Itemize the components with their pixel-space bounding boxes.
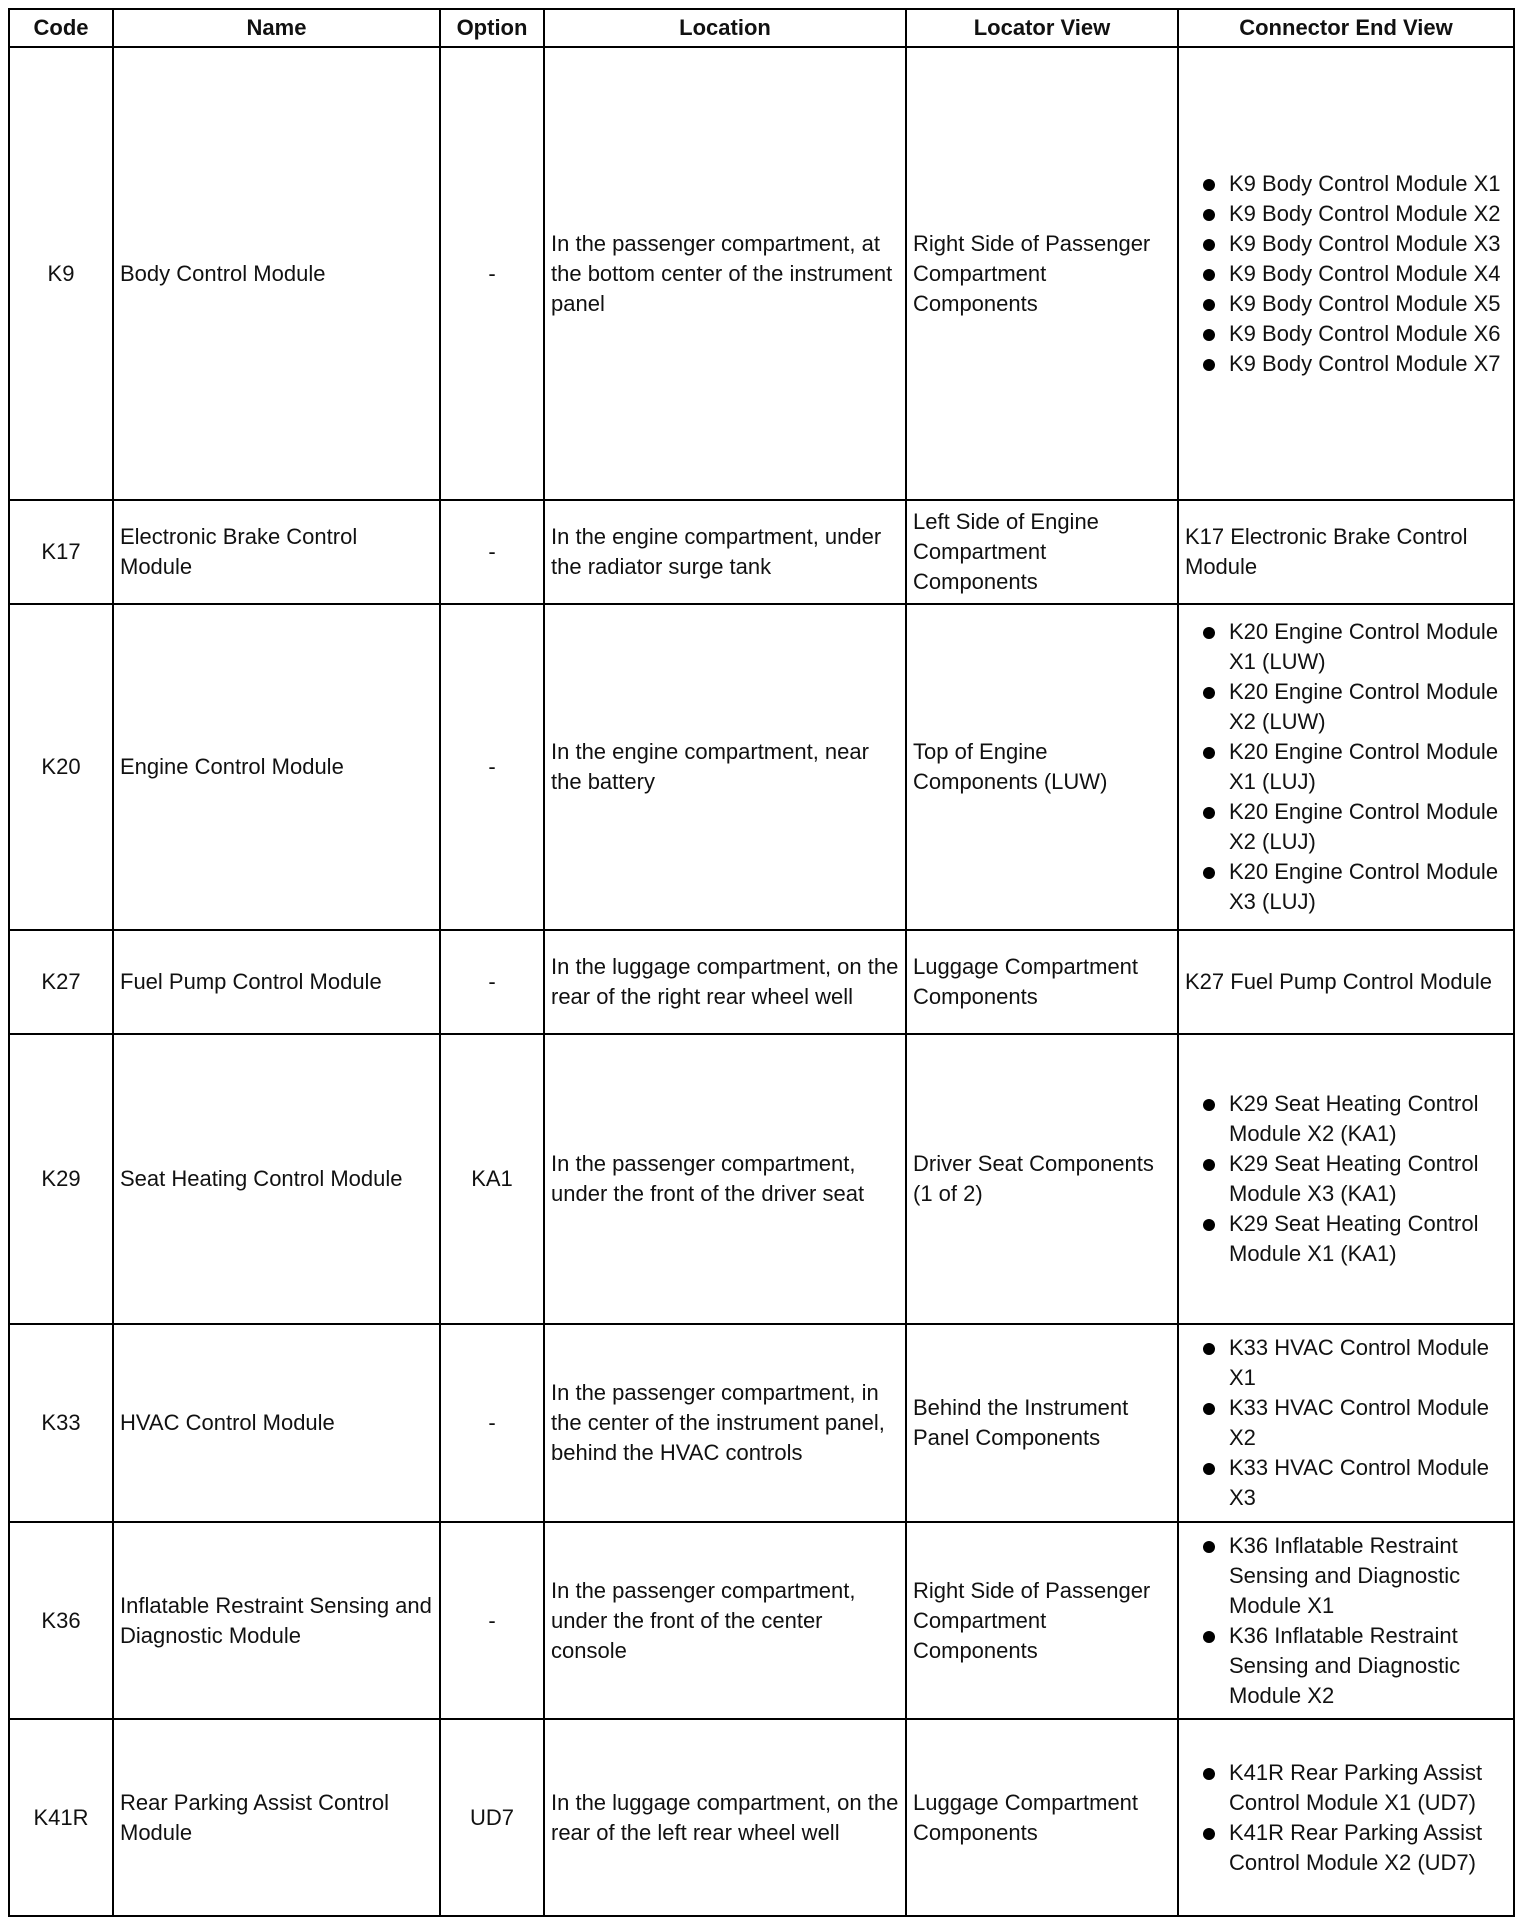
location-cell: In the luggage compartment, on the rear of the right rear wheel well (544, 930, 906, 1034)
code-cell: K33 (9, 1324, 113, 1522)
header-location: Location (544, 9, 906, 47)
connector-list (1185, 1758, 1507, 1878)
name-cell: Fuel Pump Control Module (113, 930, 440, 1034)
locator-view-link[interactable]: Right Side of Passenger Compartment Components (906, 1522, 1178, 1719)
code-cell: K17 (9, 500, 113, 604)
locator-view-link[interactable]: Left Side of Engine Compartment Components (906, 500, 1178, 604)
connector-link[interactable]: K41R Rear Parking Assist Control Module X2 (UD7) (1185, 1818, 1507, 1878)
code-cell: K36 (9, 1522, 113, 1719)
name-cell: Inflatable Restraint Sensing and Diagnostic Module (113, 1522, 440, 1719)
option-cell: - (440, 1522, 544, 1719)
connector-link[interactable]: K29 Seat Heating Control Module X3 (KA1) (1185, 1149, 1507, 1209)
locator-view-link[interactable]: Behind the Instrument Panel Components (906, 1324, 1178, 1522)
location-cell: In the passenger compartment, under the front of the center console (544, 1522, 906, 1719)
option-cell: - (440, 1324, 544, 1522)
location-cell: In the passenger compartment, at the bottom center of the instrument panel (544, 47, 906, 500)
connector-end-view-cell (1178, 1719, 1514, 1916)
table-row (9, 500, 1514, 604)
option-cell: UD7 (440, 1719, 544, 1916)
connector-list (1185, 1089, 1507, 1269)
option-cell: - (440, 604, 544, 930)
connector-link[interactable]: K9 Body Control Module X7 (1185, 349, 1507, 379)
connector-link[interactable]: K41R Rear Parking Assist Control Module X1 (UD7) (1185, 1758, 1507, 1818)
code-cell: K20 (9, 604, 113, 930)
header-locator-view: Locator View (906, 9, 1178, 47)
connector-link[interactable]: K33 HVAC Control Module X2 (1185, 1393, 1507, 1453)
connector-list (1185, 169, 1507, 379)
locator-view-link[interactable]: Luggage Compartment Components (906, 1719, 1178, 1916)
locator-view-link[interactable]: Driver Seat Components (1 of 2) (906, 1034, 1178, 1324)
option-cell: - (440, 47, 544, 500)
connector-link[interactable]: K33 HVAC Control Module X1 (1185, 1333, 1507, 1393)
header-code: Code (9, 9, 113, 47)
option-cell: - (440, 500, 544, 604)
connector-link[interactable]: K20 Engine Control Module X1 (LUJ) (1185, 737, 1507, 797)
connector-link[interactable]: K20 Engine Control Module X2 (LUW) (1185, 677, 1507, 737)
locator-view-link[interactable]: Right Side of Passenger Compartment Components (906, 47, 1178, 500)
connector-link[interactable]: K9 Body Control Module X3 (1185, 229, 1507, 259)
location-cell: In the engine compartment, near the battery (544, 604, 906, 930)
location-cell: In the engine compartment, under the radiator surge tank (544, 500, 906, 604)
connector-link[interactable]: K20 Engine Control Module X3 (LUJ) (1185, 857, 1507, 917)
connector-list (1185, 1333, 1507, 1513)
connector-link[interactable]: K9 Body Control Module X4 (1185, 259, 1507, 289)
connector-link[interactable]: K20 Engine Control Module X2 (LUJ) (1185, 797, 1507, 857)
connector-link[interactable]: K36 Inflatable Restraint Sensing and Diagnostic Module X2 (1185, 1621, 1507, 1711)
connector-end-view-cell (1178, 1324, 1514, 1522)
locator-view-link[interactable]: Luggage Compartment Components (906, 930, 1178, 1034)
code-cell: K27 (9, 930, 113, 1034)
name-cell: Seat Heating Control Module (113, 1034, 440, 1324)
connector-end-view-link[interactable]: K27 Fuel Pump Control Module (1178, 930, 1514, 1034)
connector-end-view-cell (1178, 1034, 1514, 1324)
table-row (9, 1719, 1514, 1916)
connector-link[interactable]: K9 Body Control Module X1 (1185, 169, 1507, 199)
connector-link[interactable]: K20 Engine Control Module X1 (LUW) (1185, 617, 1507, 677)
connector-list (1185, 617, 1507, 917)
header-row (9, 9, 1514, 47)
header-name: Name (113, 9, 440, 47)
option-cell: - (440, 930, 544, 1034)
connector-link[interactable]: K9 Body Control Module X5 (1185, 289, 1507, 319)
location-cell: In the luggage compartment, on the rear of the left rear wheel well (544, 1719, 906, 1916)
table-row (9, 1522, 1514, 1719)
connector-link[interactable]: K9 Body Control Module X6 (1185, 319, 1507, 349)
connector-link[interactable]: K29 Seat Heating Control Module X2 (KA1) (1185, 1089, 1507, 1149)
option-cell: KA1 (440, 1034, 544, 1324)
table-row (9, 1034, 1514, 1324)
header-connector-end-view: Connector End View (1178, 9, 1514, 47)
table-row (9, 1324, 1514, 1522)
table-row (9, 604, 1514, 930)
locator-view-link[interactable]: Top of Engine Components (LUW) (906, 604, 1178, 930)
location-cell: In the passenger compartment, in the center of the instrument panel, behind the HVAC controls (544, 1324, 906, 1522)
connector-end-view-cell (1178, 47, 1514, 500)
connector-link[interactable]: K29 Seat Heating Control Module X1 (KA1) (1185, 1209, 1507, 1269)
name-cell: Engine Control Module (113, 604, 440, 930)
code-cell: K41R (9, 1719, 113, 1916)
name-cell: Rear Parking Assist Control Module (113, 1719, 440, 1916)
location-cell: In the passenger compartment, under the front of the driver seat (544, 1034, 906, 1324)
connector-end-view-link[interactable]: K17 Electronic Brake Control Module (1178, 500, 1514, 604)
connector-list (1185, 1531, 1507, 1711)
name-cell: Body Control Module (113, 47, 440, 500)
name-cell: HVAC Control Module (113, 1324, 440, 1522)
code-cell: K29 (9, 1034, 113, 1324)
connector-link[interactable]: K33 HVAC Control Module X3 (1185, 1453, 1507, 1513)
connector-link[interactable]: K36 Inflatable Restraint Sensing and Diagnostic Module X1 (1185, 1531, 1507, 1621)
header-option: Option (440, 9, 544, 47)
name-cell: Electronic Brake Control Module (113, 500, 440, 604)
connector-link[interactable]: K9 Body Control Module X2 (1185, 199, 1507, 229)
table-row (9, 930, 1514, 1034)
connector-end-view-cell (1178, 604, 1514, 930)
component-locator-table (8, 8, 1515, 1917)
code-cell: K9 (9, 47, 113, 500)
connector-end-view-cell (1178, 1522, 1514, 1719)
table-row (9, 47, 1514, 500)
